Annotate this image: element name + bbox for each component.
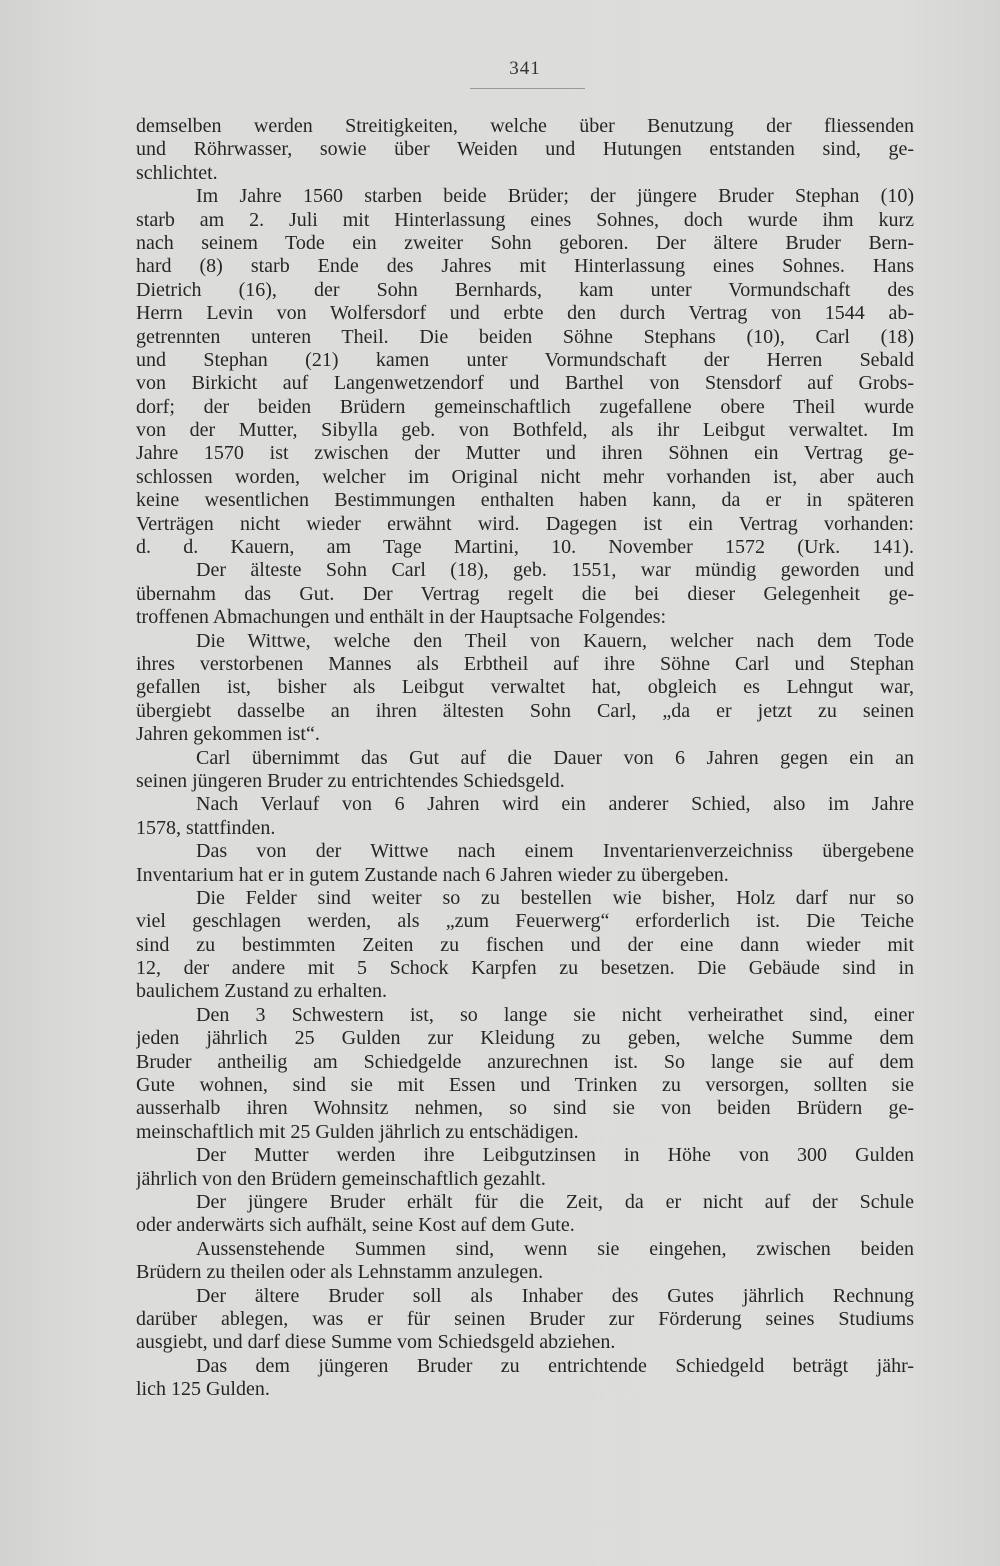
text-line: Nach Verlauf von 6 Jahren wird ein anderer Schied, also im Jahre [196,793,914,816]
text-line: Das von der Wittwe nach einem Inventarienverzeichniss übergebene [196,840,914,863]
page-number: 341 [509,58,541,79]
text-line: Brüdern zu theilen oder als Lehnstamm anzulegen. [136,1261,544,1284]
text-line: übernahm das Gut. Der Vertrag regelt die bei dieser Gelegenheit ge- [136,582,914,605]
text-line: Die Felder sind weiter so zu bestellen wie bisher, Holz darf nur so [196,886,914,909]
page-number-rule [470,88,585,89]
text-line: viel geschlagen werden, als „zum Feuerwerg“ erforderlich ist. Die Teiche [136,910,914,933]
text-line: Jahren gekommen ist“. [136,723,320,746]
text-line: hard (8) starb Ende des Jahres mit Hinterlassung eines Sohnes. Hans [136,255,914,278]
text-line: Den 3 Schwestern ist, so lange sie nicht verheirathet sind, einer [196,1003,914,1026]
text-line: Der ältere Bruder soll als Inhaber des Gutes jährlich Rechnung [196,1284,914,1307]
text-line: jeden jährlich 25 Gulden zur Kleidung zu geben, welche Summe dem [136,1027,914,1050]
text-line: schlichtet. [136,161,218,184]
text-line: keine wesentlichen Bestimmungen enthalten haben kann, da er in späteren [136,489,914,512]
body-text [136,115,914,1401]
text-line: gefallen ist, bisher als Leibgut verwaltet hat, obgleich es Lehngut war, [136,676,914,699]
text-line: oder anderwärts sich aufhält, seine Kost auf dem Gute. [136,1214,575,1237]
text-line: ausserhalb ihren Wohnsitz nehmen, so sind sie von beiden Brüdern ge- [136,1097,914,1120]
text-line: Jahre 1570 ist zwischen der Mutter und ihren Söhnen ein Vertrag ge- [136,442,914,465]
text-line: nach seinem Tode ein zweiter Sohn geboren. Der ältere Bruder Bern- [136,231,914,254]
text-line: von der Mutter, Sibylla geb. von Bothfeld, als ihr Leibgut verwaltet. Im [136,419,914,442]
text-line: Der Mutter werden ihre Leibgutzinsen in Höhe von 300 Gulden [196,1144,914,1167]
text-line: seinen jüngeren Bruder zu entrichtendes Schiedsgeld. [136,769,565,792]
text-line: Bruder antheilig am Schiedgelde anzurechnen ist. So lange sie auf dem [136,1050,914,1073]
text-line: Verträgen nicht wieder erwähnt wird. Dagegen ist ein Vertrag vorhanden: [136,512,914,535]
text-line: demselben werden Streitigkeiten, welche über Benutzung der fliessenden [136,115,914,137]
text-line: Herrn Levin von Wolfersdorf und erbte den durch Vertrag von 1544 ab- [136,302,914,325]
text-line: Das dem jüngeren Bruder zu entrichtende Schiedgeld beträgt jähr- [196,1354,914,1377]
text-line: Die Wittwe, welche den Theil von Kauern, welcher nach dem Tode [196,629,914,652]
text-line: meinschaftlich mit 25 Gulden jährlich zu entschädigen. [136,1120,579,1143]
text-line: Dietrich (16), der Sohn Bernhards, kam unter Vormundschaft des [136,278,914,301]
text-line: und Röhrwasser, sowie über Weiden und Hutungen entstanden sind, ge- [136,138,914,161]
text-line: getrennten unteren Theil. Die beiden Söhne Stephans (10), Carl (18) [136,325,914,348]
text-line: d. d. Kauern, am Tage Martini, 10. November 1572 (Urk. 141). [136,536,914,559]
text-line: von Birkicht auf Langenwetzendorf und Barthel von Stensdorf auf Grobs- [136,372,914,395]
text-line: Aussenstehende Summen sind, wenn sie eingehen, zwischen beiden [196,1237,914,1260]
text-line: starb am 2. Juli mit Hinterlassung eines Sohnes, doch wurde ihm kurz [136,208,914,231]
text-line: dorf; der beiden Brüdern gemeinschaftlich zugefallene obere Theil wurde [136,395,914,418]
text-line: jährlich von den Brüdern gemeinschaftlich gezahlt. [136,1167,546,1190]
text-line: ihres verstorbenen Mannes als Erbtheil auf ihre Söhne Carl und Stephan [136,652,914,675]
text-line: Inventarium hat er in gutem Zustande nach 6 Jahren wieder zu übergeben. [136,863,729,886]
text-line: darüber ablegen, was er für seinen Bruder zur Förderung seines Studiums [136,1307,914,1330]
text-line: Carl übernimmt das Gut auf die Dauer von 6 Jahren gegen ein an [196,746,914,769]
text-line: 1578, stattfinden. [136,816,276,839]
text-line: ausgiebt, und darf diese Summe vom Schiedsgeld abziehen. [136,1331,616,1354]
text-line: lich 125 Gulden. [136,1378,270,1401]
text-line: übergiebt dasselbe an ihren ältesten Sohn Carl, „da er jetzt zu seinen [136,699,914,722]
text-line: Im Jahre 1560 starben beide Brüder; der jüngere Bruder Stephan (10) [196,185,914,208]
text-line: sind zu bestimmten Zeiten zu fischen und der eine dann wieder mit [136,933,914,956]
text-line: Der jüngere Bruder erhält für die Zeit, da er nicht auf der Schule [196,1190,914,1213]
text-line: baulichem Zustand zu erhalten. [136,980,388,1003]
text-line: Gute wohnen, sind sie mit Essen und Trinken zu versorgen, sollten sie [136,1074,914,1097]
text-line: troffenen Abmachungen und enthält in der Hauptsache Folgendes: [136,606,667,629]
text-line: schlossen worden, welcher im Original nicht mehr vorhanden ist, aber auch [136,465,914,488]
text-line: und Stephan (21) kamen unter Vormundschaft der Herren Sebald [136,348,914,371]
text-line: Der älteste Sohn Carl (18), geb. 1551, war mündig geworden und [196,559,914,582]
text-line: 12, der andere mit 5 Schock Karpfen zu besetzen. Die Gebäude sind in [136,957,914,980]
